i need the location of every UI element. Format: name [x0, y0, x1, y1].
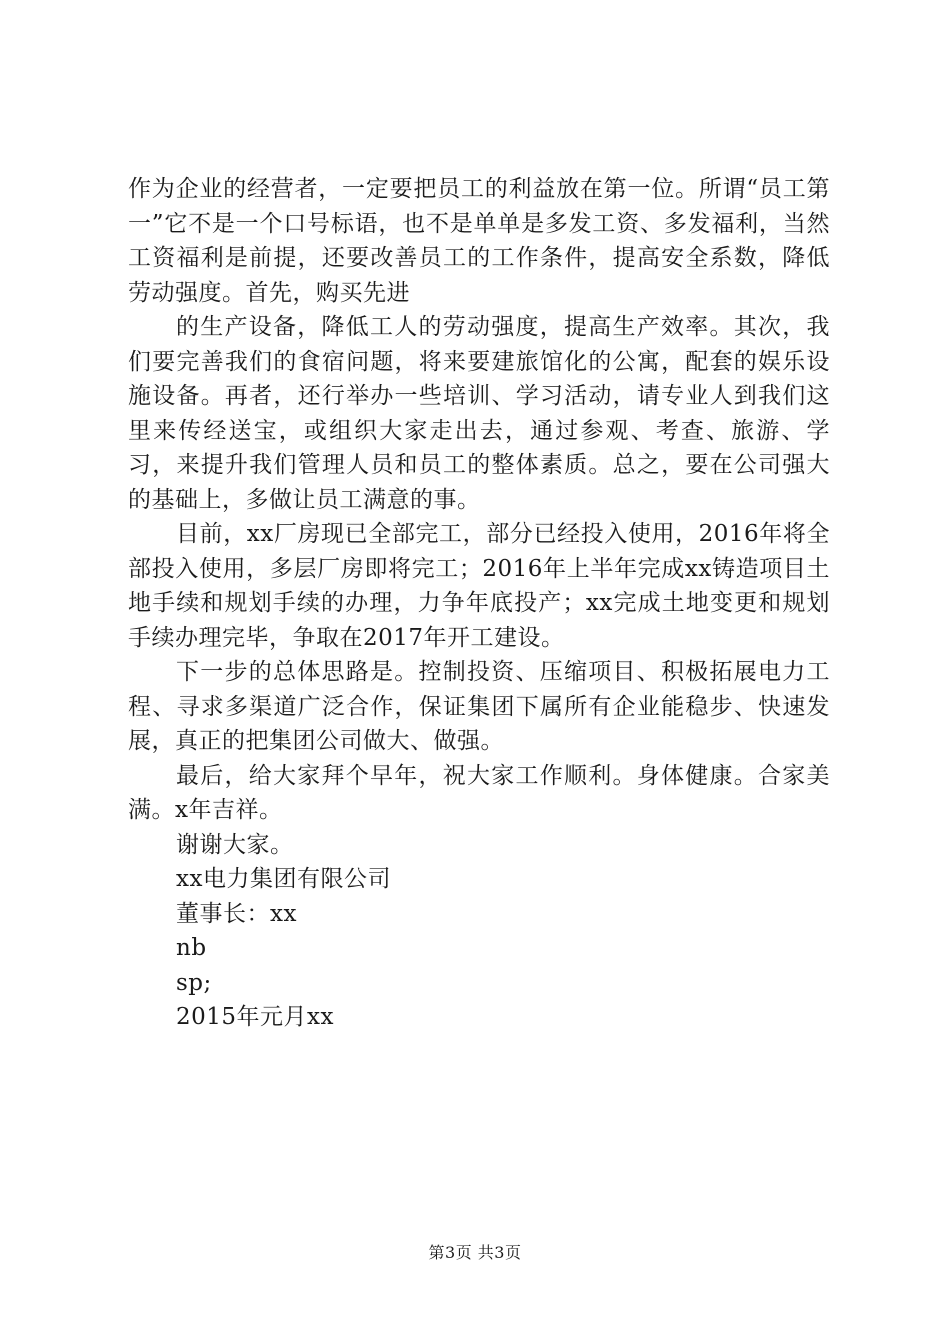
closing-date: 2015年元月xx	[176, 1004, 334, 1030]
paragraph-3: 目前，xx厂房现已全部完工，部分已经投入使用，2016年将全部投入使用，多层厂房即将完工；2016年上半年完成xx铸造项目土地手续和规划手续的办理，力争年底投产；xx完成土地变更和规划手续办理完毕，争取在2017年开工建设。	[128, 521, 830, 651]
closing-company: xx电力集团有限公司	[176, 866, 391, 892]
closing-fragment-nb: nb	[176, 935, 207, 961]
closing-chairman: 董事长：xx	[176, 900, 297, 927]
closing-fragment-sp: sp;	[176, 969, 212, 996]
closing-thanks: 谢谢大家。	[176, 831, 294, 858]
document-body	[128, 172, 830, 1035]
paragraph-4: 下一步的总体思路是。控制投资、压缩项目、积极拓展电力工程、寻求多渠道广泛合作，保证集团下属所有企业能稳步、快速发展，真正的把集团公司做大、做强。	[128, 659, 830, 754]
paragraph-2: 的生产设备，降低工人的劳动强度，提高生产效率。其次，我们要完善我们的食宿问题，将来要建旅馆化的公寓，配套的娱乐设施设备。再者，还行举办一些培训、学习活动，请专业人到我们这里来传经送宝，或组织大家走出去，通过参观、考查、旅游、学习，来提升我们管理人员和员工的整体素质。总之，要在公司强大的基础上，多做让员工满意的事。	[128, 314, 830, 513]
paragraph-1: 作为企业的经营者，一定要把员工的利益放在第一位。所谓“员工第一”它不是一个口号标语，也不是单单是多发工资、多发福利，当然工资福利是前提，还要改善员工的工作条件，提高安全系数，降低劳动强度。首先，购买先进	[128, 176, 830, 306]
paragraph-5: 最后，给大家拜个早年，祝大家工作顺利。身体健康。合家美满。x年吉祥。	[128, 762, 830, 823]
page-number-footer: 第3页 共3页	[428, 1243, 522, 1262]
